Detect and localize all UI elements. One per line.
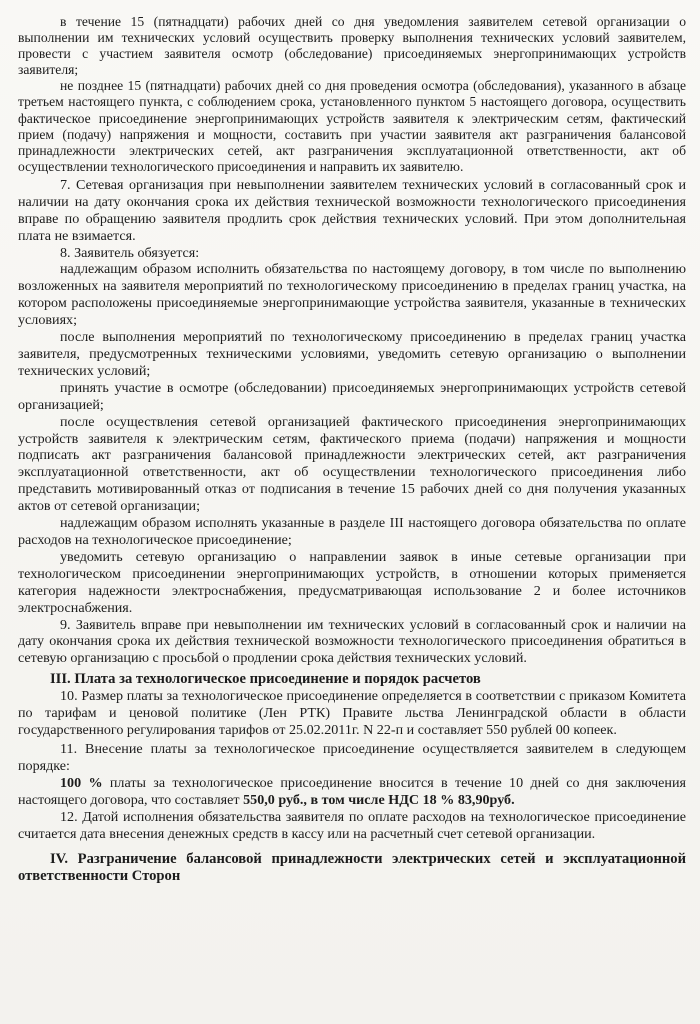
payment-amount: 550,0 руб., в том числе НДС 18 % 83,90руб. — [243, 791, 515, 808]
section-4-heading: IV. Разграничение балансовой принадлежности электрических сетей и эксплуатационной ответственности Сторон — [18, 850, 686, 884]
paragraph-11-payment — [18, 775, 686, 809]
paragraph-11: 11. Внесение платы за технологическое присоединение осуществляется заявителем в следующем порядке: — [18, 741, 686, 775]
payment-percent: 100 % — [60, 774, 103, 791]
paragraph-8-clause-2: после выполнения мероприятий по технологическому присоединению в пределах границ участка заявителя, предусмотренных техническими условиями, уведомить сетевую организацию о выполнении технических условий; — [18, 329, 686, 379]
paragraph-8-clause-1: надлежащим образом исполнить обязательства по настоящему договору, в том числе по выполнению возложенных на заявителя мероприятий по технологическому присоединению в пределах границ участка, на котором расположены присоединяемые энергопринимающие устройства заявителя, указанные в технических условиях; — [18, 261, 686, 329]
paragraph-6-clause-3: в течение 15 (пятнадцати) рабочих дней со дня уведомления заявителем сетевой организации о выполнении им технических условий осуществить проверку выполнения технических условий заявителем, провести с участием заявителя осмотр (обследование) присоединяемых энергопринимающих устройств заявителя; — [18, 14, 686, 78]
paragraph-8-clause-3: принять участие в осмотре (обследовании) присоединяемых энергопринимающих устройств сетевой организацией; — [18, 379, 686, 413]
paragraph-9: 9. Заявитель вправе при невыполнении им технических условий в согласованный срок и наличии на дату окончания срока их действия технической возможности технологического присоединения обратиться в сетевую организацию с просьбой о продлении срока действия технических условий. — [18, 616, 686, 667]
paragraph-8-intro: 8. Заявитель обязуется: — [60, 244, 200, 261]
paragraph-8-clause-4: после осуществления сетевой организацией фактического присоединения энергопринимающих устройств заявителя к электрическим сетям, фактического приема (подачи) напряжения и мощности подписать акт разграничения балансовой принадлежности электрических сетей, акт разграничения эксплуатационной ответственности, акт об осуществлении технологического присоединения либо представить мотивированный отказ от подписания в течение 15 рабочих дней со дня получения указанных актов от сетевой организации; — [18, 413, 686, 515]
paragraph-12: 12. Датой исполнения обязательства заявителя по оплате расходов на технологическое присоединение считается дата внесения денежных средств в кассу или на расчетный счет сетевой организации. — [18, 808, 686, 842]
paragraph-7: 7. Сетевая организация при невыполнении заявителем технических условий в согласованный срок и наличии на дату окончания срока их действия технической возможности технологического присоединения вправе по обращению заявителя продлить срок действия технических условий. При этом дополнительная плата не взимается. — [18, 176, 686, 244]
paragraph-6-clause-4: не позднее 15 (пятнадцати) рабочих дней со дня проведения осмотра (обследования), указанного в абзаце третьем настоящего пункта, с соблюдением срока, установленного пунктом 5 настоящего договора, осуществить фактическое присоединение энергопринимающих устройств заявителя к электрическим сетям, фактический прием (подачу) напряжения и мощности, составить при участии заявителя акт разграничения балансовой принадлежности электрических сетей, акт разграничения эксплуатационной ответственности, акт об осуществлении технологического присоединения и направить их заявителю. — [18, 78, 686, 174]
payment-text: платы за технологическое присоединение вносится в течение 10 дней со дня заключения настоящего договора, что составляет — [18, 774, 687, 808]
paragraph-10: 10. Размер платы за технологическое присоединение определяется в соответствии с приказом Комитета по тарифам и ценовой политике (Лен РТК) Правите льства Ленинградской области в области государственного регулирования тарифов от 25.02.2011г. N 22-п и составляет 550 рублей 00 копеек. — [18, 688, 686, 739]
paragraph-8-clause-5: надлежащим образом исполнять указанные в разделе III настоящего договора обязательства по оплате расходов на технологическое присоединение; — [18, 515, 686, 548]
paragraph-8-clause-6: уведомить сетевую организацию о направлении заявок в иные сетевые организации при технологическом присоединении энергопринимающих устройств, в отношении которых применяется категория надежности электроснабжения, предусматривающая использование 2 и более источников электроснабжения. — [18, 548, 686, 616]
section-3-heading: III. Плата за технологическое присоединение и порядок расчетов — [50, 671, 481, 688]
